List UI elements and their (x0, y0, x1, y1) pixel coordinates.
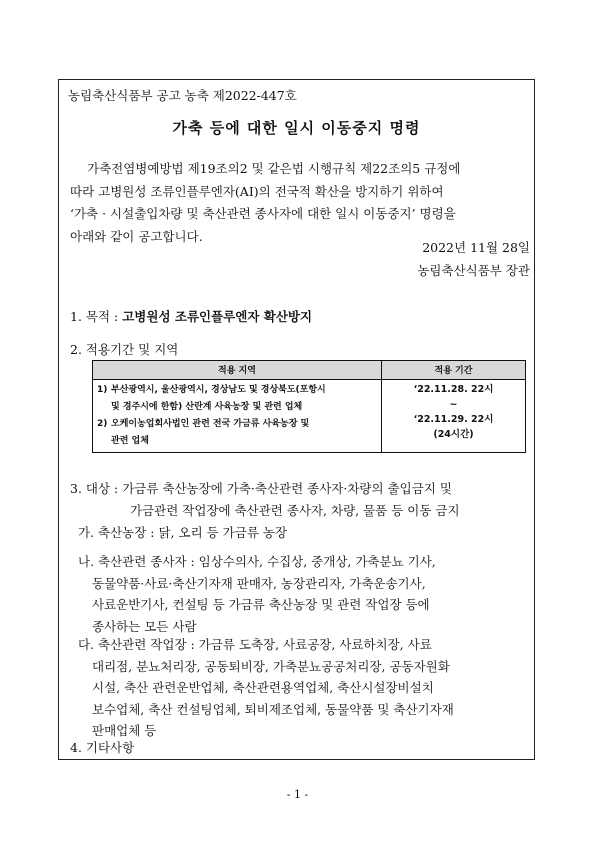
period-separator: ~ (449, 399, 458, 410)
header-area: 적용 지역 (93, 361, 382, 380)
target-item-line: 시설, 축산 관련운반업체, 축산관련용역업체, 축산시설장비설치 (92, 680, 434, 695)
notice-number: 농림축산식품부 공고 농축 제2022-447호 (68, 88, 297, 103)
intro-line: 따라 고병원성 조류인플루엔자(AI)의 전국적 확산을 방지하기 위하여 (70, 183, 444, 199)
section-purpose-value: 고병원성 조류인플루엔자 확산방지 (122, 309, 313, 324)
area-line: 오케이농업회사법인 관련 전국 가금류 사육농장 및 (111, 419, 310, 429)
target-item-line: 대리점, 분뇨처리장, 공동퇴비장, 가축분뇨공공처리장, 공동자원화 (92, 658, 450, 674)
issuer: 농림축산식품부 장관 (417, 263, 530, 278)
area-number: 2) (97, 419, 108, 429)
period-end: ‘22.11.29. 22시 (413, 414, 494, 425)
target-item-line: 판매업체 등 (92, 723, 157, 738)
area-cell (93, 380, 382, 453)
target-item-line: 다. 축산관련 작업장 : 가금류 도축장, 사료공장, 사료하치장, 사료 (78, 637, 432, 652)
target-line: 가금관련 작업장에 축산관련 종사자, 차량, 물품 등 이동 금지 (130, 502, 460, 518)
section-purpose (70, 307, 312, 325)
target-item-workers (78, 551, 436, 637)
intro-line: 아래와 같이 공고합니다. (70, 228, 203, 244)
period-duration: (24시간) (433, 429, 474, 440)
announcement-date: 2022년 11월 28일 (422, 240, 530, 255)
area-item (97, 416, 377, 450)
target-item-farm (78, 522, 287, 544)
header-period: 적용 기간 (382, 361, 526, 380)
target-item-line: 종사하는 모든 사람 (92, 618, 197, 634)
target-item-line: 동물약품·사료·축산기자재 판매자, 농장관리자, 가축운송기사, (92, 575, 426, 591)
section-purpose-label: 1. 목적 : (70, 309, 119, 324)
period-start: ‘22.11.28. 22시 (413, 384, 494, 395)
target-item-workplaces (78, 634, 454, 742)
area-number: 1) (97, 385, 108, 395)
target-line: 3. 대상 : 가금류 축산농장에 가축·축산관련 종사자·차량의 출입금지 및 (70, 481, 452, 496)
intro-paragraph (70, 158, 525, 248)
target-item-line: 사료운반기사, 컨설팅 등 가금류 축산농장 및 관련 작업장 등에 (92, 597, 430, 612)
section-period-label: 2. 적용기간 및 지역 (70, 342, 179, 357)
document-title: 가축 등에 대한 일시 이동중지 명령 (172, 119, 421, 137)
period-table (92, 360, 526, 453)
target-item-line: 보수업체, 축산 컨설팅업체, 퇴비제조업체, 동물약품 및 축산기자재 (92, 701, 454, 717)
target-item-line: 나. 축산관련 종사자 : 임상수의사, 수집상, 중개상, 가축분뇨 기사, (78, 554, 436, 569)
area-line: 부산광역시, 울산광역시, 경상남도 및 경상북도(포항시 (111, 385, 326, 395)
page-number: - 1 - (286, 788, 309, 801)
area-item (97, 382, 377, 416)
intro-line: ‘가축 · 시설출입차량 및 축산관련 종사자에 대한 일시 이동중지’ 명령을 (70, 206, 456, 221)
area-line: 및 경주시에 한함) 산란계 사육농장 및 관련 업체 (111, 402, 303, 412)
section-target (70, 478, 460, 521)
section-other: 4. 기타사항 (70, 740, 135, 755)
area-line: 관련 업체 (111, 436, 149, 446)
period-cell (382, 380, 526, 453)
intro-line: 가축전염병예방법 제19조의2 및 같은법 시행규칙 제22조의5 규정에 (87, 161, 461, 176)
target-item-line: 가. 축산농장 : 닭, 오리 등 가금류 농장 (78, 525, 288, 540)
